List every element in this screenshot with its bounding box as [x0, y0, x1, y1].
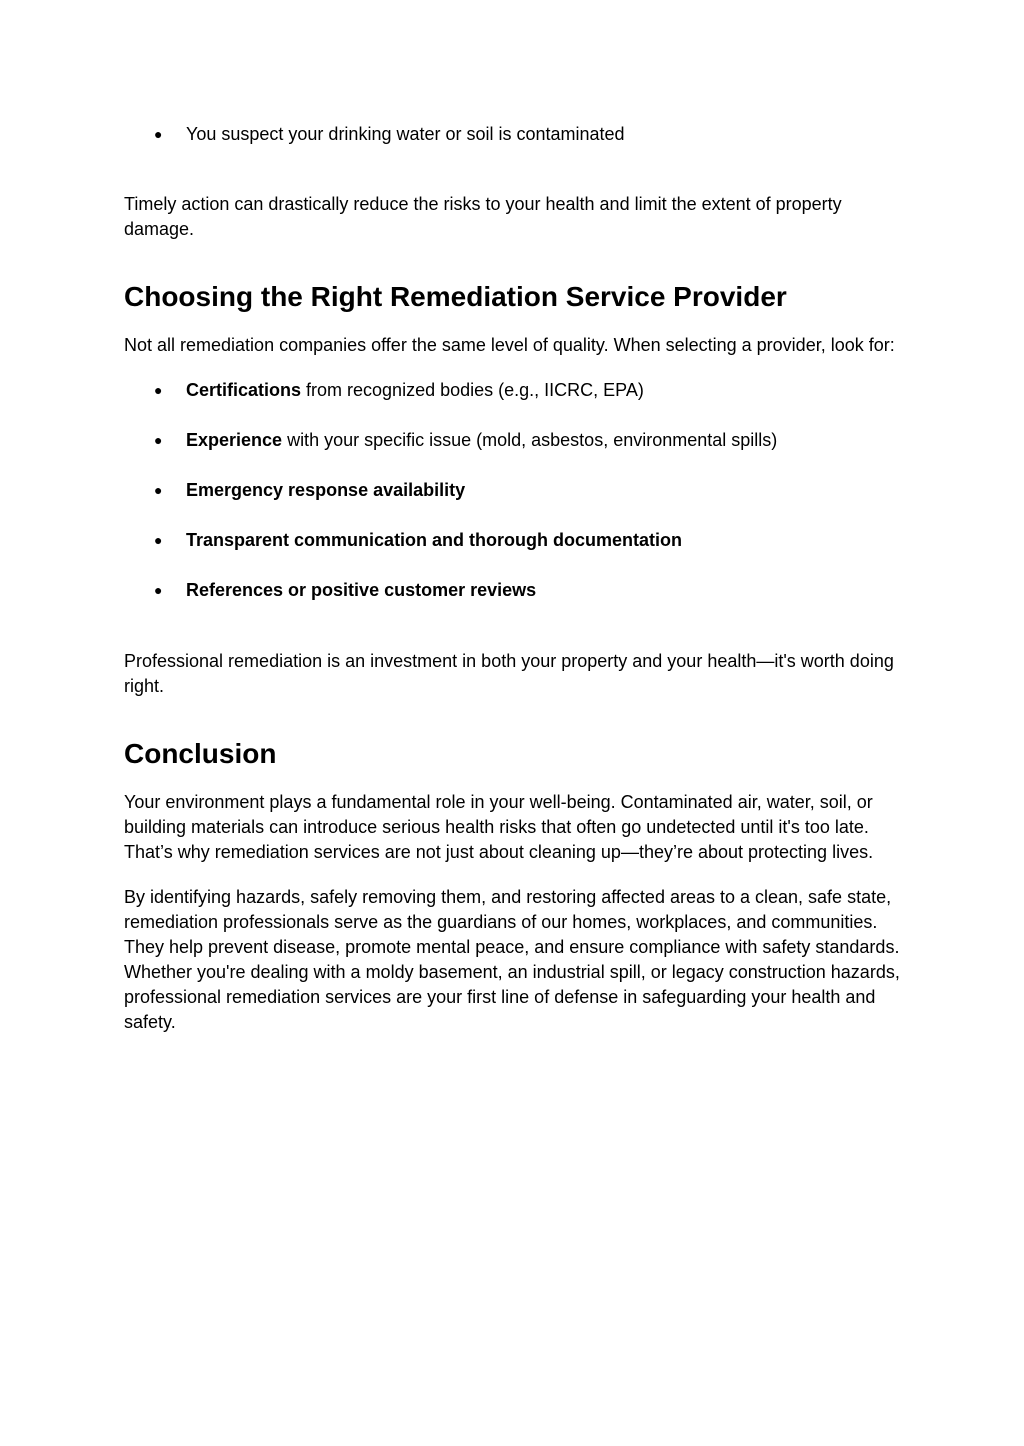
- bullet-icon: ●: [154, 482, 163, 498]
- list-item: [124, 428, 900, 453]
- criteria-term: Transparent communication and thorough documentation: [186, 530, 683, 550]
- timely-action-paragraph: Timely action can drastically reduce the risks to your health and limit the extent of property damage.: [124, 194, 842, 239]
- list-item: [124, 478, 900, 503]
- criteria-term: Certifications: [186, 380, 302, 400]
- list-item: [124, 578, 900, 603]
- provider-criteria-list: [124, 378, 900, 603]
- list-item: [124, 122, 900, 147]
- bullet-icon: ●: [154, 532, 163, 548]
- conclusion-paragraph: By identifying hazards, safely removing them, and restoring affected areas to a clean, safe state, remediation professionals serve as the guardians of our homes, workplaces, and communities. They help prevent disease, promote mental peace, and ensure compliance with safety standards. Whether you're dealing with a moldy basement, an industrial spill, or legacy construction hazards, professional remediation services are your first line of defense in safeguarding your health and safety.: [124, 887, 900, 1032]
- criteria-term: References or positive customer reviews: [186, 580, 537, 600]
- choosing-provider-heading: Choosing the Right Remediation Service Provider: [124, 281, 787, 312]
- criteria-term: Experience: [186, 430, 283, 450]
- contamination-signs-list: [124, 122, 900, 147]
- bullet-icon: ●: [154, 582, 163, 598]
- bullet-icon: ●: [154, 432, 163, 448]
- conclusion-heading: Conclusion: [124, 738, 277, 769]
- list-item-text: You suspect your drinking water or soil is contaminated: [186, 124, 625, 144]
- conclusion-paragraph: Your environment plays a fundamental role in your well-being. Contaminated air, water, soil, or building materials can introduce serious health risks that often go undetected until it's too late. That’s why remediation services are not just about cleaning up—they’re about protecting lives.: [124, 792, 874, 862]
- bullet-icon: ●: [154, 382, 163, 398]
- bullet-icon: ●: [154, 126, 163, 142]
- criteria-detail: from recognized bodies (e.g., IICRC, EPA): [301, 380, 644, 400]
- criteria-detail: with your specific issue (mold, asbestos, environmental spills): [282, 430, 778, 450]
- criteria-term: Emergency response availability: [186, 480, 466, 500]
- document-page: [124, 0, 900, 1035]
- list-item: [124, 528, 900, 553]
- list-item: [124, 378, 900, 403]
- choosing-provider-closing: Professional remediation is an investment in both your property and your health—it's worth doing right.: [124, 651, 894, 696]
- choosing-provider-intro: Not all remediation companies offer the same level of quality. When selecting a provider, look for:: [124, 335, 895, 355]
